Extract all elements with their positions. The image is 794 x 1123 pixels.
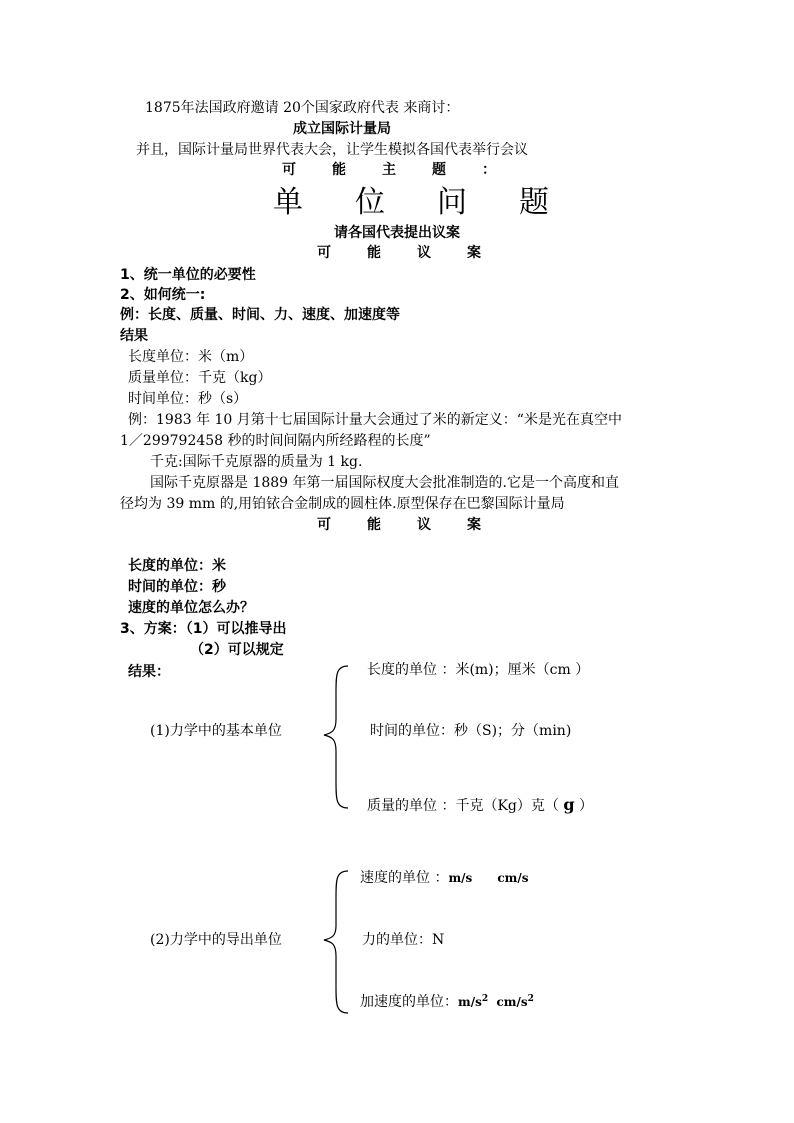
speed-unit-symbols: m/s cm/s [448, 871, 529, 885]
result-label-2: 结果： [128, 664, 170, 680]
time-unit-bold: 时间的单位：秒 [128, 579, 226, 595]
basic-mass-unit [367, 795, 593, 816]
example-line: 例：长度、质量、时间、力、速度、加速度等 [120, 307, 400, 323]
derived-units-label: (2)力学中的导出单位 [150, 932, 282, 948]
accel-exponent-1: 2 [481, 994, 489, 1004]
possible-proposals-heading-2: 可能议案 [317, 517, 517, 533]
meter-definition-1: 例：1983 年 10 月第十七届国际计量大会通过了米的新定义：“米是光在真空中 [128, 412, 622, 428]
intro-line-2: 成立国际计量局 [293, 121, 391, 137]
plan-line-1: 3、方案：（1）可以推导出 [120, 621, 287, 637]
accel-unit-m: m/s [458, 995, 482, 1009]
intro-line-1: 1875年法国政府邀请 20个国家政府代表 来商讨： [145, 100, 460, 116]
item-2: 2、如何统一: [120, 287, 206, 303]
mass-unit: 质量单位：千克（kg） [128, 370, 272, 386]
item-1: 1、统一单位的必要性 [120, 267, 256, 283]
basic-time-unit: 时间的单位：秒（S)；分（min) [370, 723, 572, 739]
accel-exponent-2: 2 [527, 994, 534, 1004]
page-title: 单位问题 [273, 185, 601, 220]
speed-unit-question: 速度的单位怎么办？ [128, 600, 254, 616]
length-unit-bold: 长度的单位：米 [128, 558, 226, 574]
request-proposals-heading: 请各国代表提出议案 [334, 225, 460, 241]
intro-line-3: 并且，国际计量局世界代表大会，让学生模拟各国代表举行会议 [136, 142, 528, 158]
basic-units-brace [318, 663, 358, 811]
basic-length-unit: 长度的单位 ：米(m)；厘米（cm ） [367, 662, 590, 678]
time-unit: 时间单位：秒（s） [128, 391, 248, 407]
length-unit: 长度单位：米（m） [128, 349, 254, 365]
derived-accel-unit [360, 992, 534, 1012]
result-label: 结果 [120, 328, 148, 344]
possible-proposals-heading: 可能议案 [317, 245, 517, 261]
plan-line-2: （2）可以规定 [190, 642, 284, 658]
meter-definition-2: 1／299792458 秒的时间间隔内所经路程的长度” [120, 433, 431, 449]
accel-unit-cm: cm/s [496, 995, 528, 1009]
basic-mass-text: 质量的单位 ：千克（Kg）克（ [367, 798, 564, 814]
accel-unit-text: 加速度的单位： [360, 994, 458, 1010]
gram-symbol: g [563, 795, 575, 814]
possible-topic-heading: 可能主题： [282, 162, 532, 178]
derived-speed-unit [360, 868, 529, 888]
derived-units-brace [318, 868, 358, 1016]
kg-prototype-2: 径均为 39 mm 的,用铂铱合金制成的圆柱体.原型保存在巴黎国际计量局 [120, 496, 565, 512]
basic-mass-close: ） [574, 798, 593, 814]
speed-unit-text: 速度的单位 ： [360, 870, 449, 886]
kg-definition: 千克:国际千克原器的质量为 1 kg. [150, 454, 363, 470]
derived-force-unit: 力的单位：N [362, 932, 445, 948]
kg-prototype-1: 国际千克原器是 1889 年第一届国际权度大会批准制造的.它是一个高度和直 [150, 475, 619, 491]
basic-units-label: (1)力学中的基本单位 [150, 723, 282, 739]
